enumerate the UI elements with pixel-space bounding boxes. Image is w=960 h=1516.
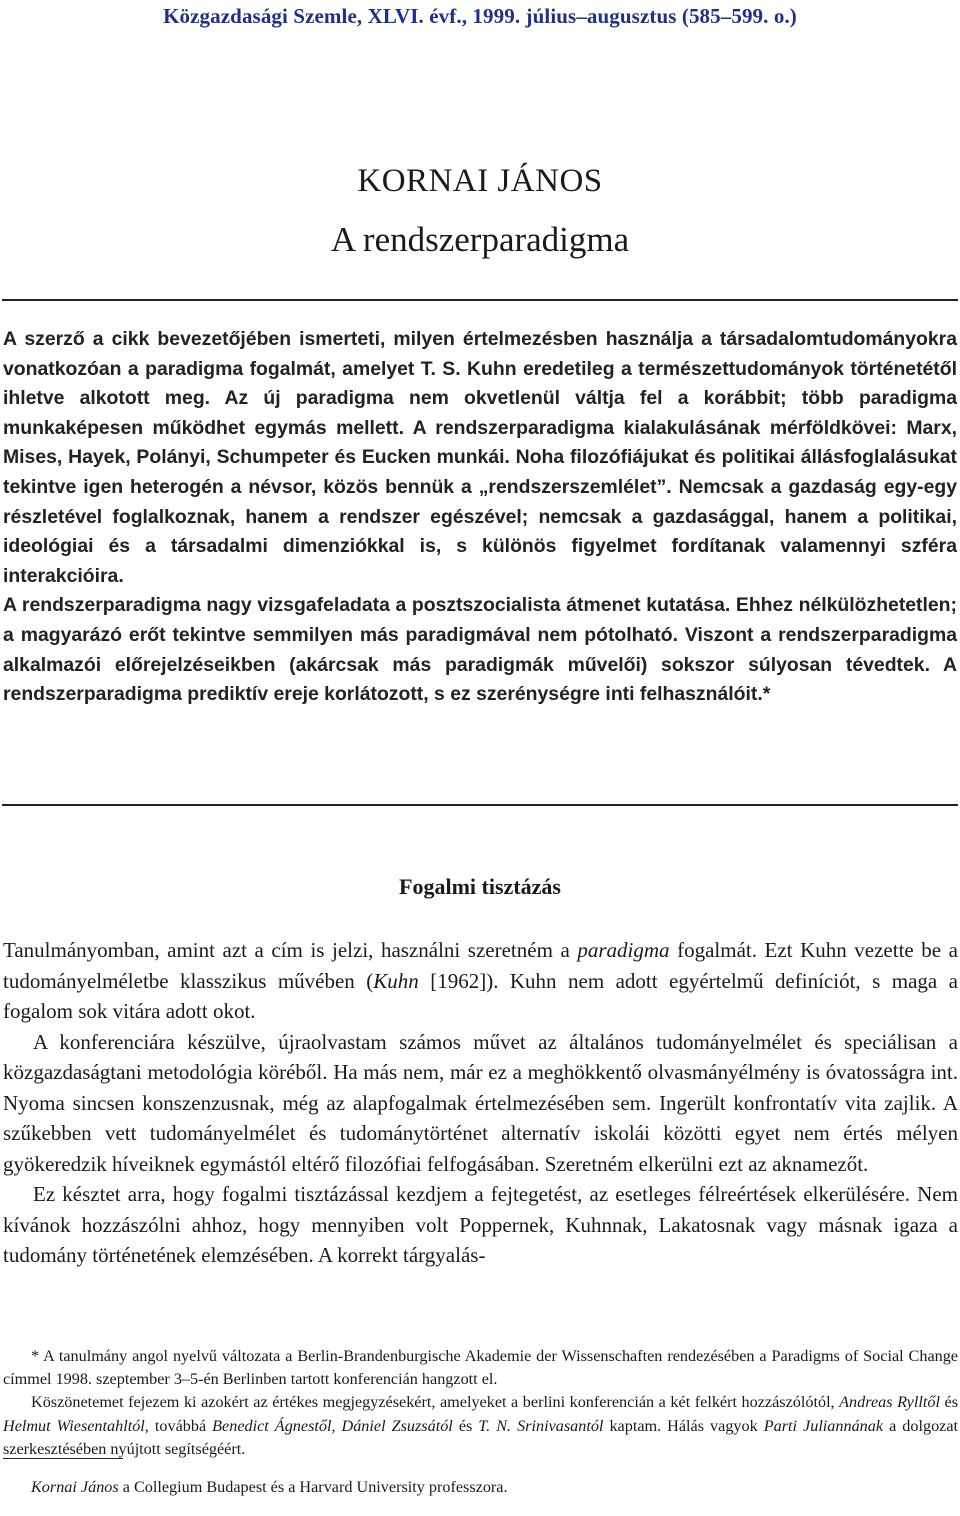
footnote-span: továbbá — [148, 1416, 213, 1435]
article-title: A rendszerparadigma — [330, 220, 630, 259]
body-paragraph — [3, 935, 958, 1027]
footnote-span: a dolgozat szerkesztésében nyújtott segítségéért. — [3, 1416, 959, 1458]
body-text-span: Tanulmányomban, amint azt a cím is jelzi, használni szeretném a — [3, 938, 578, 962]
citation-author: Kuhn — [373, 968, 419, 993]
footnote-span: kaptam. Hálás vagyok — [603, 1416, 764, 1435]
footnote: * A tanulmány angol nyelvű változata a Berlin-Brandenburgische Akademie der Wissenschaften rendezésében a Paradigms of Social Change címmel 1998. szeptember 3–5-én Berlinben tartott konferencián hangzott el. — [3, 1347, 958, 1389]
abstract-bottom-rule — [2, 804, 958, 806]
journal-header: Közgazdasági Szemle, XLVI. évf., 1999. július–augusztus (585–599. o.) — [163, 4, 797, 28]
body-text-span: fogalmát. Ezt Kuhn vezette be a tudományelméletbe klasszikus művében ( — [3, 938, 958, 993]
abstract-top-rule — [2, 299, 958, 301]
author-note — [31, 1476, 956, 1499]
person-name: T. N. Srinivasantól — [478, 1416, 604, 1435]
article-author: KORNAI JÁNOS — [357, 163, 603, 199]
footnote-acknowledgements — [3, 1391, 958, 1461]
footnote-span: Köszönetemet fejezem ki azokért az értékes megjegyzésekért, amelyeket a berlini konferencián a két felkért hozzászólótól, — [31, 1393, 840, 1412]
footnotes — [3, 1345, 958, 1461]
abstract — [3, 325, 957, 710]
abstract-paragraph: A szerző a cikk bevezetőjében ismerteti, milyen értelmezésben használja a társadalomtudományokra vonatkozóan a paradigma fogalmát, amelyet T. S. Kuhn eredetileg a természettudományok történetétől ihletve alkotott meg. Az új paradigma nem okvetlenül váltja fel a korábbit; több paradigma munkaképesen működhet egymás mellett. A rendszerparadigma kialakulásának mérföldkövei: Marx, Mises, Hayek, Polányi, Schumpeter és Eucken munkái. Noha filozófiájukat és politikai állásfoglalásukat tekintve igen heterogén a névsor, közös bennük a „rendszerszemlélet”. Nemcsak a gazdaság egy-egy részletével foglalkoznak, hanem a rendszer egészével; nemcsak a gazdasággal, hanem a politikai, ideológiai és a társadalmi dimenziókkal is, s különös figyelmet fordítanak valamennyi szféra interakcióira. — [3, 328, 957, 587]
person-name: Parti Juliannának — [763, 1416, 884, 1435]
section-heading: Fogalmi tisztázás — [399, 874, 561, 899]
footnote-span: és — [939, 1393, 958, 1412]
abstract-paragraph: A rendszerparadigma nagy vizsgafeladata a posztszocialista átmenet kutatása. Ehhez nélkülözhetetlen; a magyarázó erőt tekintve semmilyen más paradigmával nem pótolható. Viszont a rendszerparadigma alkalmazói előrejelzéseikben (akárcsak más paradigmák művelői) sokszor súlyosan tévedtek. A rendszerparadigma prediktív ereje korlátozott, s ez szerénységre inti felhasználóit.* — [3, 594, 957, 706]
body-paragraph: A konferenciára készülve, újraolvastam számos művet az általános tudományelmélet és speciálisan a közgazdaságtani metodológia köréből. Ha más nem, már ez a meghökkentő olvasmányélmény is óvatosságra int. Nyoma sincsen konszenzusnak, még az alapfogalmak értelmezésében sem. Ingerült konfrontatív vita zajlik. A szűkebben vett tudományelmélet és tudománytörténet alternatív iskolái közötti egyet nem értés mélyen gyökeredzik híveiknek egymástól eltérő filozófiai felfogásában. Szeretném elkerülni ezt az aknamezőt. — [3, 1029, 958, 1176]
author-note-name: Kornai János — [31, 1478, 119, 1496]
body-text-span: [1962]). Kuhn nem adott egyértelmű definíciót, s maga a fogalom sok vitára adott okot. — [3, 968, 958, 1023]
author-note-text: a Collegium Budapest és a Harvard University professzora. — [118, 1478, 508, 1496]
body-paragraph: Ez késztet arra, hogy fogalmi tisztázással kezdjem a fejtegetést, az esetleges félreértések elkerülésére. Nem kívánok hozzászólni ahhoz, hogy mennyiben volt Poppernek, Kuhnnak, Lakatosnak vagy másnak igaza a tudomány történetének elemzésében. A korrekt tárgyalás- — [3, 1182, 958, 1267]
person-name: Benedict Ágnestől, Dániel Zsuzsától — [212, 1416, 453, 1435]
person-name: Andreas Rylltől — [839, 1393, 940, 1412]
emphasis-paradigma: paradigma — [577, 938, 670, 962]
footnote-rule — [3, 1458, 123, 1459]
person-name: Helmut Wiesentahltól, — [3, 1416, 149, 1435]
footnote-span: és — [452, 1416, 479, 1435]
body-text — [3, 935, 958, 1271]
